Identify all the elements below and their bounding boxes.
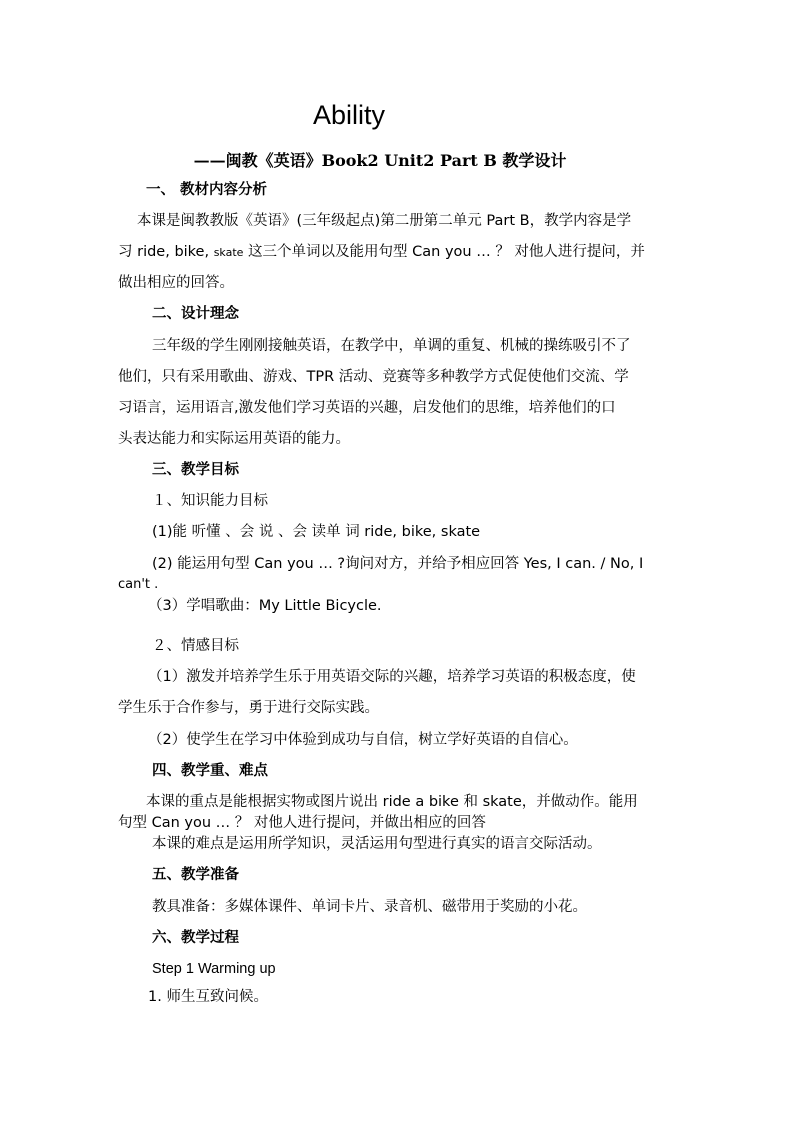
section1-line2c: 这三个单词以及能用句型 Can you … ？ 对他人进行提问，并	[243, 244, 645, 260]
section1-line2	[118, 242, 645, 263]
section1-line3: 做出相应的回答。	[118, 275, 234, 291]
section1-heading: 一、 教材内容分析	[146, 182, 268, 198]
section3-item2a: (2) 能运用句型 Can you … ?询问对方，并给予相应回答 Yes, I can. / No, I	[152, 556, 644, 572]
document-title: Ability	[312, 100, 386, 130]
section6-step1: Step 1 Warming up	[152, 961, 276, 977]
section4-line3: 本课的难点是运用所学知识，灵活运用句型进行真实的语言交际活动。	[152, 836, 602, 852]
section2-line2: 他们，只有采用歌曲、游戏、TPR 活动、竞赛等多种教学方式促使他们交流、学	[118, 369, 629, 385]
section3-item5: （2）使学生在学习中体验到成功与自信，树立学好英语的自信心。	[148, 732, 578, 748]
section3-item3: （3）学唱歌曲：My Little Bicycle.	[148, 598, 382, 614]
section3-item4b: 学生乐于合作参与，勇于进行交际实践。	[118, 700, 379, 716]
section2-line1: 三年级的学生刚刚接触英语，在教学中，单调的重复、机械的操练吸引不了	[152, 338, 631, 354]
section3-item4a: （1）激发并培养学生乐于用英语交际的兴趣，培养学习英语的积极态度，使	[148, 669, 636, 685]
section5-heading: 五、教学准备	[152, 867, 239, 883]
section2-heading: 二、设计理念	[152, 306, 239, 322]
section3-heading: 三、教学目标	[152, 462, 239, 478]
section5-line1: 教具准备：多媒体课件、单词卡片、录音机、磁带用于奖励的小花。	[152, 899, 587, 915]
section3-sub2: ２、情感目标	[152, 638, 239, 654]
section2-line3: 习语言，运用语言,激发他们学习英语的兴趣，启发他们的思维，培养他们的口	[118, 400, 616, 416]
section1-line2b: skate	[213, 246, 244, 259]
section1-line2a: 习 ride, bike,	[118, 244, 214, 260]
section4-heading: 四、教学重、难点	[152, 763, 268, 779]
section3-item2b: can't .	[118, 577, 159, 592]
document-subtitle: ——闽教《英语》Book2 Unit2 Part B 教学设计	[193, 151, 567, 170]
section6-item1: 1. 师生互致问候。	[148, 989, 268, 1005]
section6-heading: 六、教学过程	[152, 930, 239, 946]
section1-line1: 本课是闽教教版《英语》(三年级起点)第二册第二单元 Part B，教学内容是学	[137, 213, 632, 229]
section3-sub1: １、知识能力目标	[152, 493, 268, 509]
section4-line2: 句型 Can you … ？ 对他人进行提问，并做出相应的回答	[118, 815, 486, 831]
section2-line4: 头表达能力和实际运用英语的能力。	[118, 431, 350, 447]
section4-line1: 本课的重点是能根据实物或图片说出 ride a bike 和 skate，并做动作。能用	[146, 794, 638, 810]
section3-item1: (1)能 听懂 、会 说 、会 读单 词 ride, bike, skate	[152, 524, 481, 540]
